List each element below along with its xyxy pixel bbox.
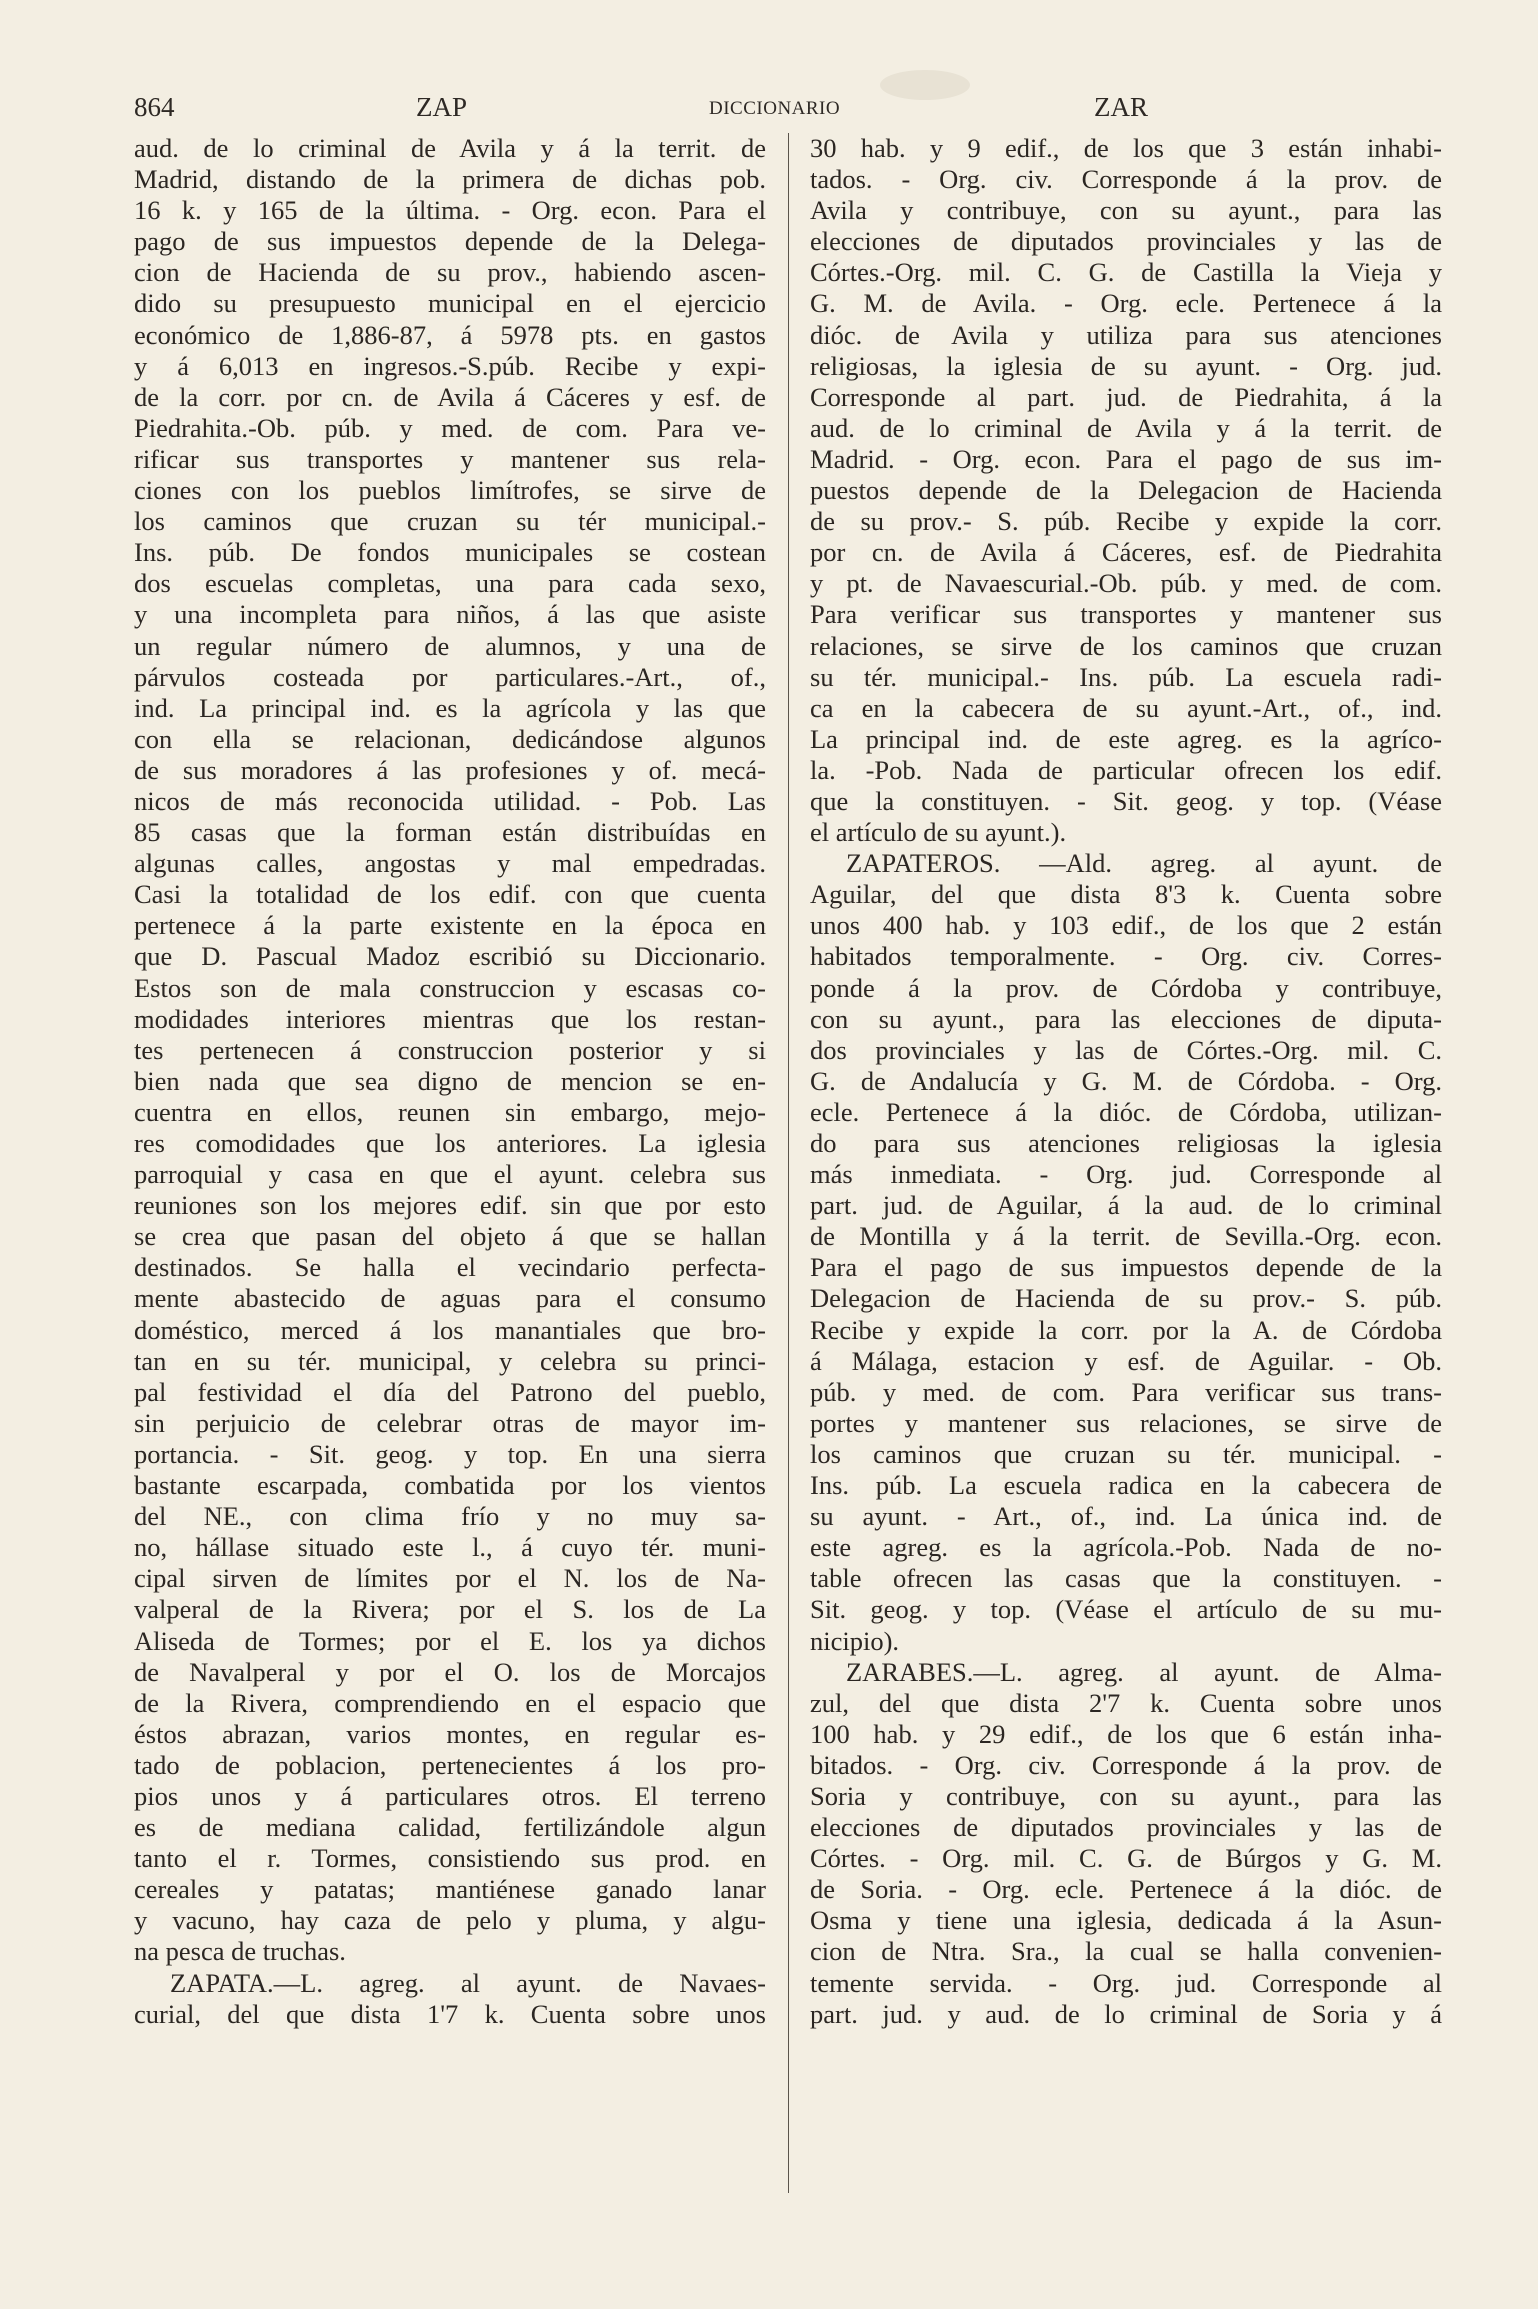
text-line: 16 k. y 165 de la última. - Org. econ. Para el <box>134 195 766 226</box>
text-line: con su ayunt., para las elecciones de diputa- <box>810 1003 1442 1034</box>
text-line: habitados temporalmente. - Org. civ. Corres- <box>810 941 1442 972</box>
text-line: éstos abrazan, varios montes, en regular es- <box>134 1718 766 1749</box>
text-line: pertenece á la parte existente en la época en <box>134 910 766 941</box>
text-line: un regular número de alumnos, y una de <box>134 630 766 661</box>
text-line: no, hállase situado este l., á cuyo tér. muni- <box>134 1532 766 1563</box>
text-line: valperal de la Rivera; por el S. los de La <box>134 1594 766 1625</box>
text-line: tados. - Org. civ. Corresponde á la prov. de <box>810 164 1442 195</box>
text-line: pal festividad el día del Patrono del pueblo, <box>134 1376 766 1407</box>
text-line: aud. de lo criminal de Avila y á la territ. de <box>134 133 766 163</box>
text-line: Aliseda de Tormes; por el E. los ya dichos <box>134 1625 766 1656</box>
running-header <box>134 92 1444 132</box>
text-line: na pesca de truchas. <box>134 1936 346 1967</box>
text-line: do para sus atenciones religiosas la iglesia <box>810 1128 1442 1158</box>
text-line: los caminos que cruzan su tér municipal.- <box>134 506 766 537</box>
text-line: ponde á la prov. de Córdoba y contribuye, <box>810 972 1442 1003</box>
text-line: modidades interiores mientras que los restan- <box>134 1003 766 1034</box>
text-line: de Montilla y á la territ. de Sevilla.-Org. econ. <box>810 1221 1442 1252</box>
text-line: portes y mantener sus relaciones, se sirve de <box>810 1407 1442 1438</box>
text-line: Piedrahita.-Ob. púb. y med. de com. Para ve- <box>134 412 766 443</box>
text-line: curial, del que dista 1'7 k. Cuenta sobre unos <box>134 1998 766 2029</box>
text-line: table ofrecen las casas que la constituyen. - <box>810 1563 1442 1594</box>
text-line: elecciones de diputados provinciales y las de <box>810 1812 1442 1843</box>
text-line: doméstico, merced á los manantiales que bro- <box>134 1314 766 1345</box>
text-line: religiosas, la iglesia de su ayunt. - Org. jud. <box>810 350 1442 381</box>
text-line: res comodidades que los anteriores. La iglesia <box>134 1128 766 1158</box>
text-line: dido su presupuesto municipal en el ejercicio <box>134 288 766 319</box>
text-line: zul, del que dista 2'7 k. Cuenta sobre unos <box>810 1687 1442 1718</box>
text-line: de sus moradores á las profesiones y of. mecá- <box>134 754 766 785</box>
text-line: dos escuelas completas, una para cada sexo, <box>134 568 766 599</box>
text-line: Sit. geog. y top. (Véase el artículo de su mu- <box>810 1594 1442 1625</box>
text-line: párvulos costeada por particulares.-Art., of., <box>134 661 766 692</box>
column-divider <box>788 133 789 2193</box>
text-line: y pt. de Navaescurial.-Ob. púb. y med. de com. <box>810 568 1442 599</box>
text-line: 85 casas que la forman están distribuídas en <box>134 817 766 848</box>
text-line: Madrid. - Org. econ. Para el pago de sus im- <box>810 443 1442 474</box>
text-line: nicos de más reconocida utilidad. - Pob. Las <box>134 785 766 816</box>
text-line: los caminos que cruzan su tér. municipal. - <box>810 1438 1442 1469</box>
text-line: unos 400 hab. y 103 edif., de los que 2 están <box>810 910 1442 941</box>
text-line: Estos son de mala construccion y escasas co- <box>134 972 766 1003</box>
text-line: ZARABES.—L. agreg. al ayunt. de Alma- <box>846 1656 1442 1687</box>
page-number: 864 <box>134 92 175 122</box>
text-line: rificar sus transportes y mantener sus rela- <box>134 443 766 474</box>
text-line: de la corr. por cn. de Avila á Cáceres y esf. de <box>134 381 766 412</box>
text-line: cion de Hacienda de su prov., habiendo ascen- <box>134 257 766 288</box>
text-line: el artículo de su ayunt.). <box>810 817 1067 848</box>
text-line: de Navalperal y por el O. los de Morcajos <box>134 1656 766 1687</box>
text-line: y una incompleta para niños, á las que asiste <box>134 599 766 630</box>
text-line: de su prov.- S. púb. Recibe y expide la corr. <box>810 506 1442 537</box>
text-line: ind. La principal ind. es la agrícola y las que <box>134 692 766 723</box>
text-line: cereales y patatas; mantiénese ganado lanar <box>134 1874 766 1905</box>
text-line: la. -Pob. Nada de particular ofrecen los edif. <box>810 754 1442 785</box>
text-line: mente abastecido de aguas para el consumo <box>134 1283 766 1314</box>
text-line: se crea que pasan del objeto á que se hallan <box>134 1221 766 1252</box>
text-line: part. jud. de Aguilar, á la aud. de lo criminal <box>810 1190 1442 1221</box>
text-line: sin perjuicio de celebrar otras de mayor im- <box>134 1407 766 1438</box>
text-line: Casi la totalidad de los edif. con que cuenta <box>134 879 766 910</box>
text-line: y á 6,013 en ingresos.-S.púb. Recibe y expi- <box>134 350 766 381</box>
text-line: cuentra en ellos, reunen sin embargo, mejo- <box>134 1096 766 1127</box>
text-line: su ayunt. - Art., of., ind. La única ind. de <box>810 1501 1442 1532</box>
text-line: algunas calles, angostas y mal empedradas. <box>134 848 766 879</box>
text-line: Para el pago de sus impuestos depende de la <box>810 1252 1442 1283</box>
text-line: Osma y tiene una iglesia, dedicada á la Asun- <box>810 1905 1442 1936</box>
text-line: 100 hab. y 29 edif., de los que 6 están inha- <box>810 1718 1442 1749</box>
text-line: tan en su tér. municipal, y celebra su princi- <box>134 1345 766 1376</box>
text-line: 30 hab. y 9 edif., de los que 3 están inhabi- <box>810 133 1442 163</box>
text-line: que la constituyen. - Sit. geog. y top. (Véase <box>810 785 1442 816</box>
text-line: es de mediana calidad, fertilizándole algun <box>134 1812 766 1843</box>
text-line: nicipio). <box>810 1625 900 1656</box>
text-line: de la Rivera, comprendiendo en el espacio que <box>134 1687 766 1718</box>
text-line: cipal sirven de límites por el N. los de Na- <box>134 1563 766 1594</box>
text-line: parroquial y casa en que el ayunt. celebra sus <box>134 1159 766 1190</box>
text-line: ecle. Pertenece á la dióc. de Córdoba, utilizan- <box>810 1096 1442 1127</box>
text-line: Soria y contribuye, con su ayunt., para las <box>810 1780 1442 1811</box>
text-line: más inmediata. - Org. jud. Corresponde al <box>810 1159 1442 1190</box>
text-line: que D. Pascual Madoz escribió su Diccionario. <box>134 941 766 972</box>
text-line: reuniones son los mejores edif. sin que por esto <box>134 1190 766 1221</box>
text-line: portancia. - Sit. geog. y top. En una sierra <box>134 1438 766 1469</box>
header-left-word: ZAP <box>416 92 468 122</box>
text-line: y vacuno, hay caza de pelo y pluma, y algu- <box>134 1905 766 1936</box>
text-line: ca en la cabecera de su ayunt.-Art., of., ind. <box>810 692 1442 723</box>
text-line: Ins. púb. De fondos municipales se costean <box>134 537 766 568</box>
left-column <box>134 133 766 2030</box>
right-column <box>810 133 1442 2030</box>
text-line: ZAPATA.—L. agreg. al ayunt. de Navaes- <box>170 1967 766 1998</box>
text-line: Córtes. - Org. mil. C. G. de Búrgos y G. M. <box>810 1843 1442 1874</box>
text-line: puestos depende de la Delegacion de Hacienda <box>810 475 1442 506</box>
text-line: G. M. de Avila. - Org. ecle. Pertenece á la <box>810 288 1442 319</box>
text-line: pios unos y á particulares otros. El terreno <box>134 1780 766 1811</box>
text-line: elecciones de diputados provinciales y las de <box>810 226 1442 257</box>
text-line: Para verificar sus transportes y mantener sus <box>810 599 1442 630</box>
text-line: cion de Ntra. Sra., la cual se halla convenien- <box>810 1936 1442 1967</box>
text-line: bitados. - Org. civ. Corresponde á la prov. de <box>810 1749 1442 1780</box>
text-line: pago de sus impuestos depende de la Delega- <box>134 226 766 257</box>
text-line: dióc. de Avila y utiliza para sus atenciones <box>810 319 1442 350</box>
text-line: este agreg. es la agrícola.-Pob. Nada de no- <box>810 1532 1442 1563</box>
text-line: del NE., con clima frío y no muy sa- <box>134 1501 766 1532</box>
text-line: relaciones, se sirve de los caminos que cruzan <box>810 630 1442 661</box>
text-line: bastante escarpada, combatida por los vientos <box>134 1470 766 1501</box>
text-line: á Málaga, estacion y esf. de Aguilar. - Ob. <box>810 1345 1442 1376</box>
text-line: por cn. de Avila á Cáceres, esf. de Piedrahita <box>810 537 1442 568</box>
text-line: con ella se relacionan, dedicándose algunos <box>134 723 766 754</box>
text-line: destinados. Se halla el vecindario perfecta- <box>134 1252 766 1283</box>
text-line: tado de poblacion, pertenecientes á los pro- <box>134 1749 766 1780</box>
text-line: Recibe y expide la corr. por la A. de Córdoba <box>810 1314 1442 1345</box>
text-line: Madrid, distando de la primera de dichas pob. <box>134 164 766 195</box>
text-line: de Soria. - Org. ecle. Pertenece á la dióc. de <box>810 1874 1442 1905</box>
text-line: Avila y contribuye, con su ayunt., para las <box>810 195 1442 226</box>
text-line: Corresponde al part. jud. de Piedrahita, á la <box>810 381 1442 412</box>
header-title: DICCIONARIO <box>709 98 841 119</box>
text-line: dos provinciales y las de Córtes.-Org. mil. C. <box>810 1034 1442 1065</box>
text-line: tanto el r. Tormes, consistiendo sus prod. en <box>134 1843 766 1874</box>
header-right-word: ZAR <box>1094 92 1148 122</box>
text-line: Ins. púb. La escuela radica en la cabecera de <box>810 1470 1442 1501</box>
text-line: ZAPATEROS. —Ald. agreg. al ayunt. de <box>846 848 1442 879</box>
text-line: económico de 1,886-87, á 5978 pts. en gastos <box>134 319 766 350</box>
text-line: G. de Andalucía y G. M. de Córdoba. - Org. <box>810 1065 1442 1096</box>
text-line: ciones con los pueblos limítrofes, se sirve de <box>134 475 766 506</box>
text-line: temente servida. - Org. jud. Corresponde al <box>810 1967 1442 1998</box>
text-line: tes pertenecen á construccion posterior y si <box>134 1034 766 1065</box>
text-line: Córtes.-Org. mil. C. G. de Castilla la Vieja y <box>810 257 1442 288</box>
text-line: Delegacion de Hacienda de su prov.- S. púb. <box>810 1283 1442 1314</box>
text-line: La principal ind. de este agreg. es la agríco- <box>810 723 1442 754</box>
text-line: aud. de lo criminal de Avila y á la territ. de <box>810 412 1442 443</box>
text-line: su tér. municipal.- Ins. púb. La escuela radi- <box>810 661 1442 692</box>
text-line: Aguilar, del que dista 8'3 k. Cuenta sobre <box>810 879 1442 910</box>
text-line: púb. y med. de com. Para verificar sus trans- <box>810 1376 1442 1407</box>
text-line: bien nada que sea digno de mencion se en- <box>134 1065 766 1096</box>
text-line: part. jud. y aud. de lo criminal de Soria y á <box>810 1998 1442 2029</box>
